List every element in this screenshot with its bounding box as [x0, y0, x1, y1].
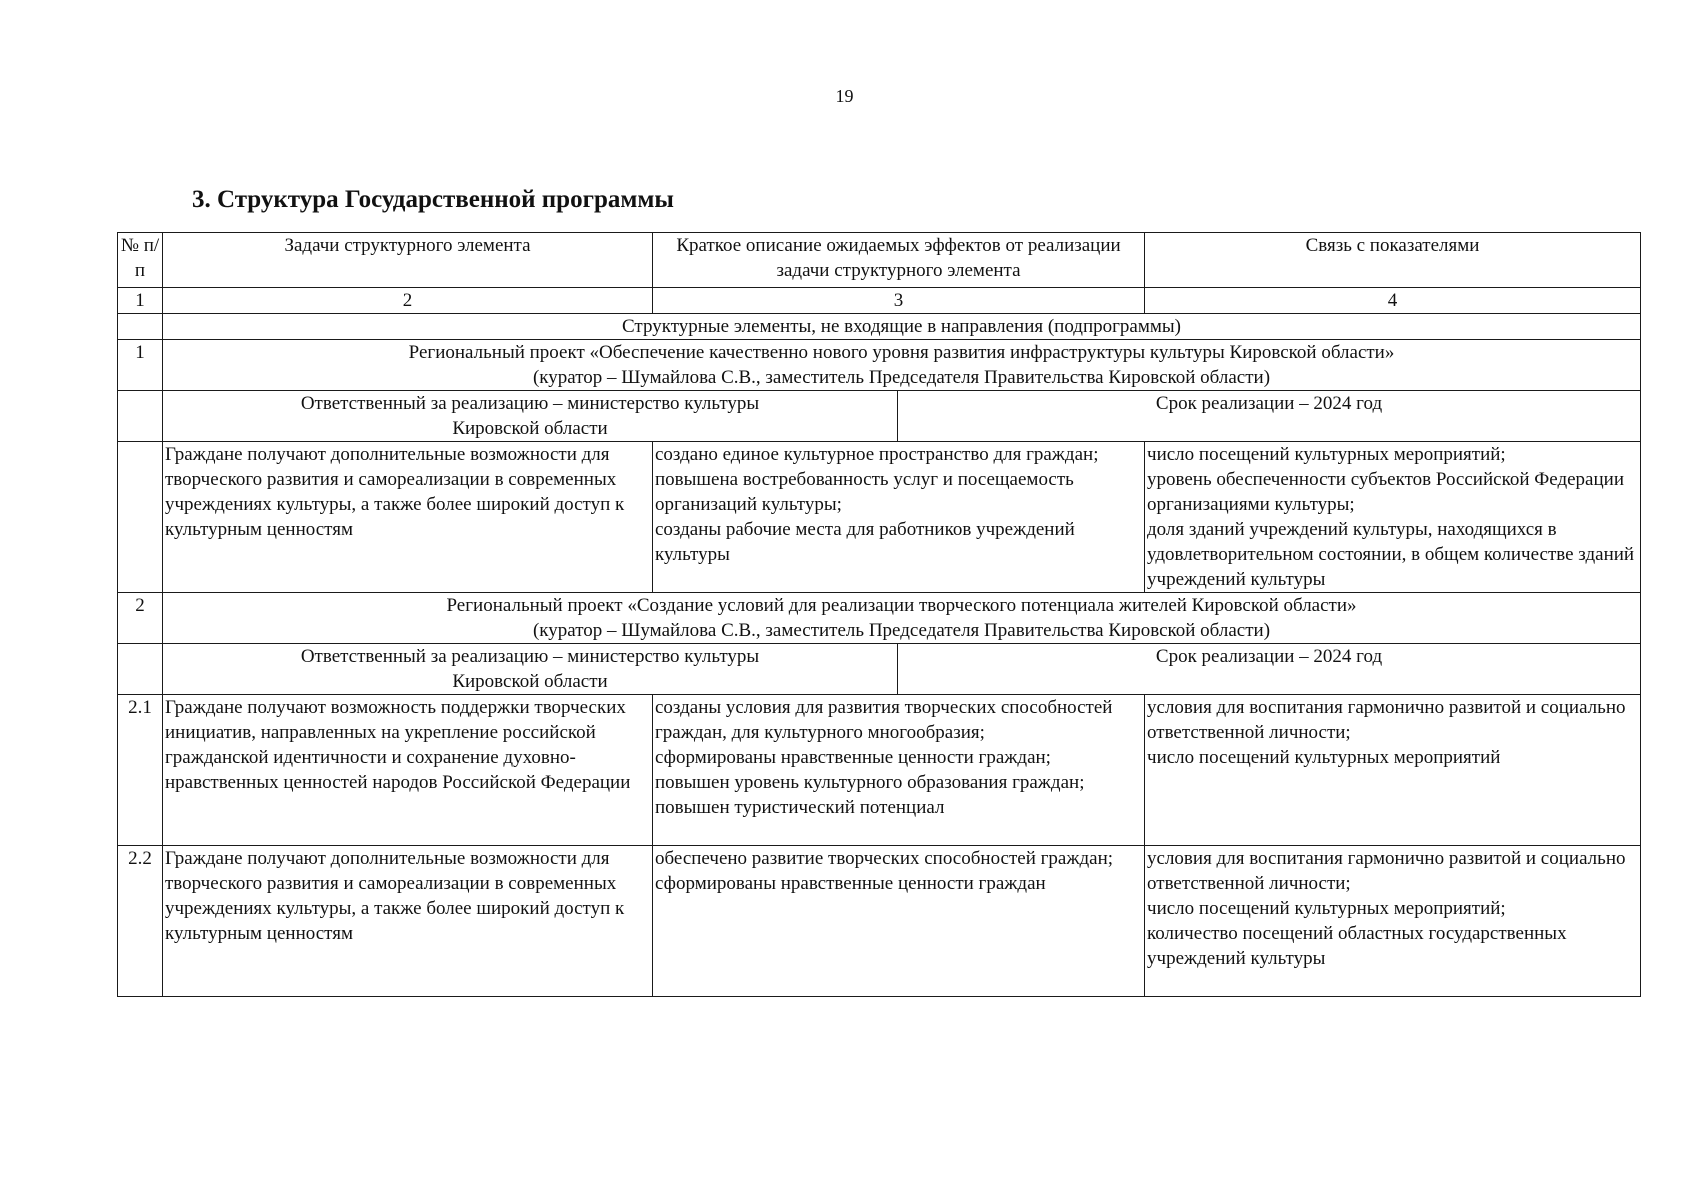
project-number: 2 — [118, 593, 163, 644]
column-number-row — [118, 288, 1641, 314]
header-tasks: Задачи структурного элемента — [163, 233, 653, 288]
header-row — [118, 233, 1641, 288]
section-title: 3. Структура Государственной программы — [192, 186, 674, 213]
indicators-cell: число посещений культурных мероприятий; уровень обеспеченности субъектов Российской Федерации организациями культуры; доля зданий учреждений культуры, находящихся в удовлетворительном состоянии, в общем количестве зданий учреждений культуры — [1145, 442, 1641, 593]
column-number: 1 — [118, 288, 163, 314]
column-number: 3 — [653, 288, 1145, 314]
responsible: Ответственный за реализацию – министерство культуры Кировской области — [163, 644, 898, 695]
column-number: 4 — [1145, 288, 1641, 314]
table-row — [118, 846, 1641, 997]
task-cell: Граждане получают дополнительные возможности для творческого развития и самореализации в современных учреждениях культуры, а также более широкий доступ к культурным ценностям — [163, 442, 653, 593]
responsible-empty-cell — [118, 391, 163, 442]
header-number: № п/п — [118, 233, 163, 288]
task-cell: Граждане получают возможность поддержки творческих инициатив, направленных на укрепление российской гражданской идентичности и сохранение духовно-нравственных ценностей народов Российской Федерации — [163, 695, 653, 846]
effects-cell: созданы условия для развития творческих способностей граждан, для культурного многообразия; сформированы нравственные ценности граждан; повышен уровень культурного образования граждан; повышен туристический потенциал — [653, 695, 1145, 846]
responsible-row — [118, 644, 1641, 695]
indicators-cell: условия для воспитания гармонично развитой и социально ответственной личности; число посещений культурных мероприятий — [1145, 695, 1641, 846]
term: Срок реализации – 2024 год — [898, 391, 1641, 442]
indicators-cell: условия для воспитания гармонично развитой и социально ответственной личности; число посещений культурных мероприятий; количество посещений областных государственных учреждений культуры — [1145, 846, 1641, 997]
task-cell: Граждане получают дополнительные возможности для творческого развития и самореализации в современных учреждениях культуры, а также более широкий доступ к культурным ценностям — [163, 846, 653, 997]
effects-cell: создано единое культурное пространство для граждан; повышена востребованность услуг и посещаемость организаций культуры; созданы рабочие места для работников учреждений культуры — [653, 442, 1145, 593]
header-indicators: Связь с показателями — [1145, 233, 1641, 288]
project-title-cell — [163, 593, 1641, 644]
column-number: 2 — [163, 288, 653, 314]
effects-cell: обеспечено развитие творческих способностей граждан; сформированы нравственные ценности граждан — [653, 846, 1145, 997]
project-title-cell — [163, 340, 1641, 391]
band-title: Структурные элементы, не входящие в направления (подпрограммы) — [163, 314, 1641, 340]
project-title: Региональный проект «Создание условий для реализации творческого потенциала жителей Кировской области» — [446, 595, 1357, 616]
responsible-row — [118, 391, 1641, 442]
row-number: 2.1 — [118, 695, 163, 846]
band-row — [118, 314, 1641, 340]
project-curator: (куратор – Шумайлова С.В., заместитель Председателя Правительства Кировской области) — [532, 367, 1271, 388]
band-empty-cell — [118, 314, 163, 340]
project-curator: (куратор – Шумайлова С.В., заместитель Председателя Правительства Кировской области) — [532, 620, 1271, 641]
responsible-empty-cell — [118, 644, 163, 695]
header-effects: Краткое описание ожидаемых эффектов от реализации задачи структурного элемента — [653, 233, 1145, 288]
project-row — [118, 593, 1641, 644]
term: Срок реализации – 2024 год — [898, 644, 1641, 695]
project-title: Региональный проект «Обеспечение качественно нового уровня развития инфраструктуры культуры Кировской области» — [408, 342, 1395, 363]
project-number: 1 — [118, 340, 163, 391]
row-number — [118, 442, 163, 593]
page-number: 19 — [835, 86, 854, 106]
row-number: 2.2 — [118, 846, 163, 997]
responsible: Ответственный за реализацию – министерство культуры Кировской области — [163, 391, 898, 442]
table-row — [118, 442, 1641, 593]
project-row — [118, 340, 1641, 391]
structure-table — [117, 232, 1641, 997]
table-row — [118, 695, 1641, 846]
